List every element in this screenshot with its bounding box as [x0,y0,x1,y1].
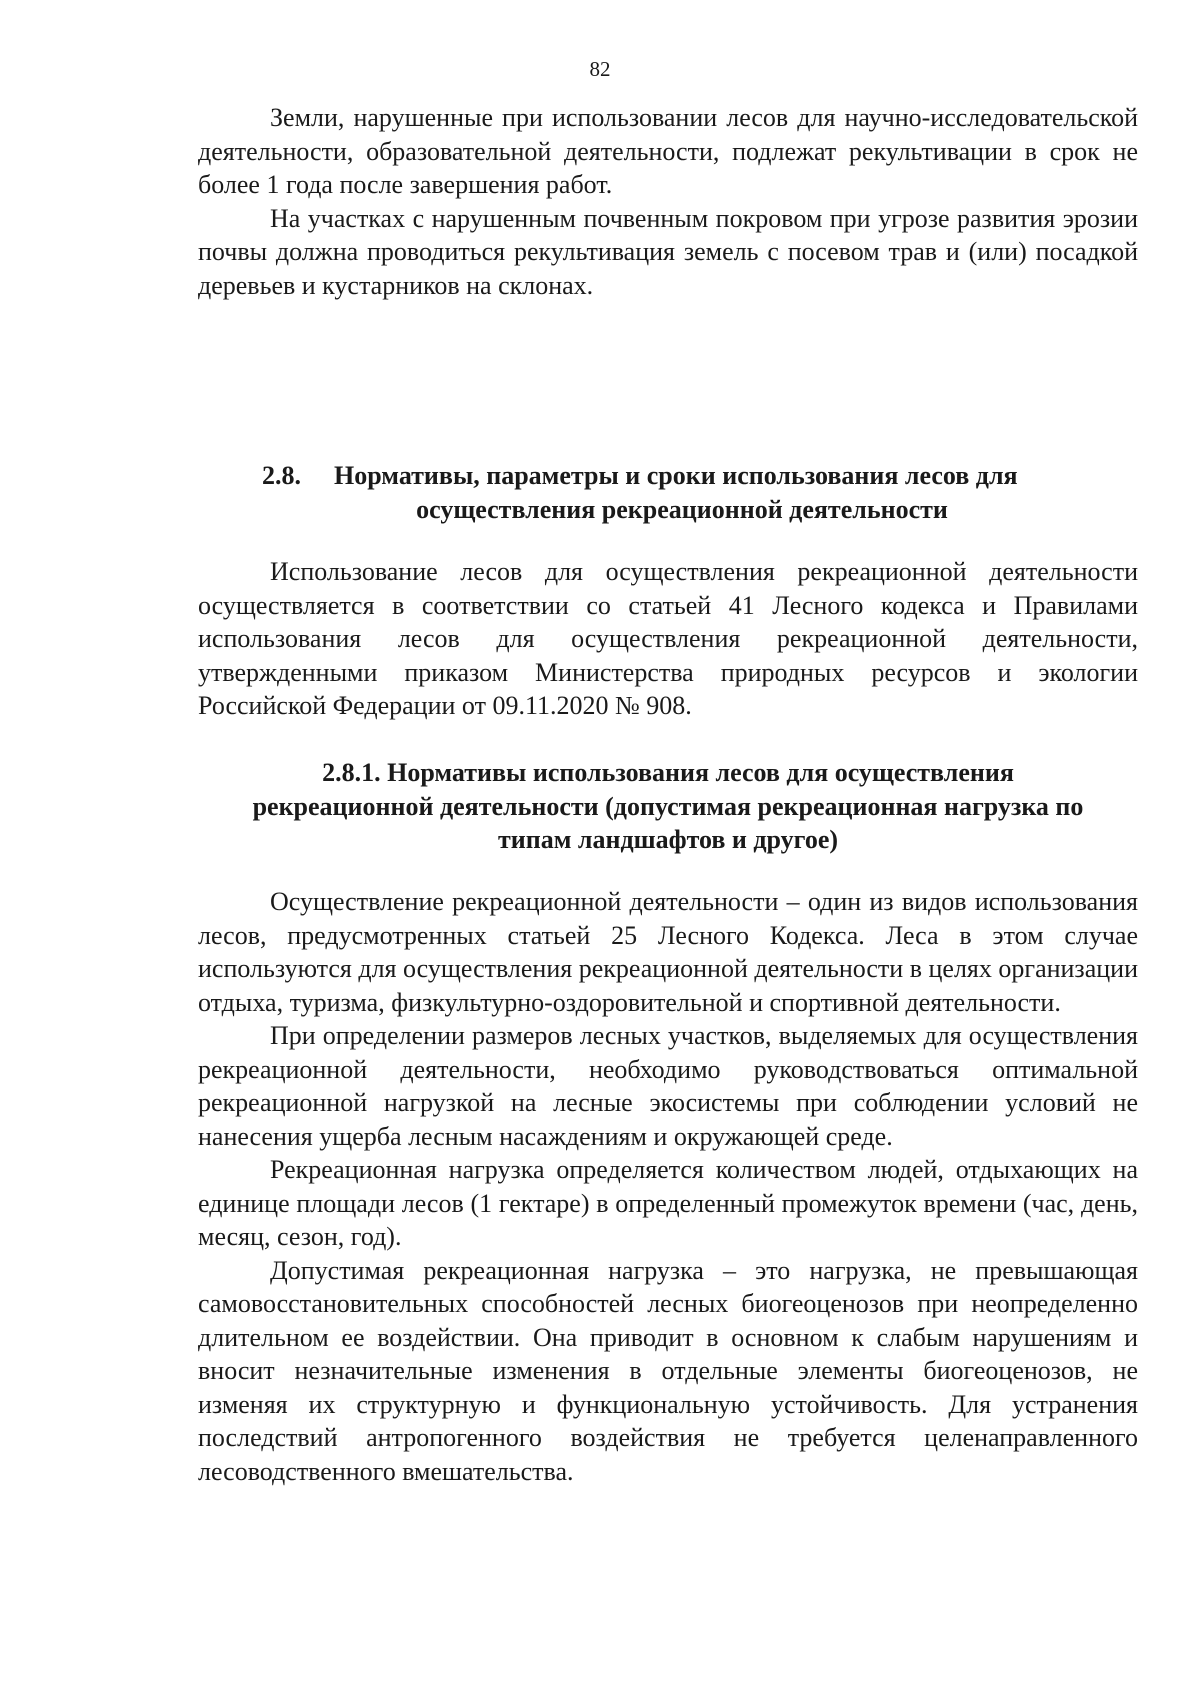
section-title-part1: Нормативы, параметры и сроки использования лесов для [334,461,1018,490]
section-heading-2-8-1 [198,756,1138,857]
section-heading-2-8-line1 [198,459,1138,493]
section-heading-2-8 [198,459,1138,526]
section-2-8-1-text-block [198,885,1138,1488]
section-number: 2.8. [262,461,301,490]
paragraph-recreational-load: Рекреационная нагрузка определяется количеством людей, отдыхающих на единице площади лесов (1 гектаре) в определенный промежуток времени (час, день, месяц, сезон, год). [198,1155,1138,1251]
paragraph-permissible-load: Допустимая рекреационная нагрузка – это нагрузка, не превышающая самовосстановительных способностей лесных биогеоценозов при неопределенно длительном ее воздействии. Она приводит в основном к слабым нарушениям и вносит незначительные изменения в отдельные элементы биогеоценозов, не изменяя их структурную и функциональную устойчивость. Для устранения последствий антропогенного воздействия не требуется целенаправленного лесоводственного вмешательства. [198,1255,1138,1486]
paragraph-recreation-definition: Осуществление рекреационной деятельности – один из видов использования лесов, предусмотренных статьей 25 Лесного Кодекса. Леса в этом случае используются для осуществления рекреационной деятельности в целях организации отдыха, туризма, физкультурно-оздоровительной и спортивной деятельности. [198,887,1138,1017]
subsection-title-line1: 2.8.1. Нормативы использования лесов для осуществления [322,758,1014,787]
section-title-part2: осуществления рекреационной деятельности [416,494,948,524]
section-2-8-text-block [198,555,1138,723]
subsection-title-line2: рекреационной деятельности (допустимая рекреационная нагрузка по [252,791,1084,821]
intro-text-block [198,101,1138,302]
paragraph-land-reclamation: Земли, нарушенные при использовании лесов для научно-исследовательской деятельности, образовательной деятельности, подлежат рекультивации в срок не более 1 года после завершения работ. [198,103,1138,199]
paragraph-recreation-usage: Использование лесов для осуществления рекреационной деятельности осуществляется в соответствии со статьей 41 Лесного кодекса и Правилами использования лесов для осуществления рекреационной деятельности, утвержденными приказом Министерства природных ресурсов и экологии Российской Федерации от 09.11.2020 № 908. [198,557,1138,720]
page-number: 82 [589,57,611,81]
paragraph-erosion: На участках с нарушенным почвенным покровом при угрозе развития эрозии почвы должна проводиться рекультивация земель с посевом трав и (или) посадкой деревьев и кустарников на склонах. [198,203,1138,300]
paragraph-plot-size: При определении размеров лесных участков, выделяемых для осуществления рекреационной деятельности, необходимо руководствоваться оптимальной рекреационной нагрузкой на лесные экосистемы при соблюдении условий не нанесения ущерба лесным насаждениям и окружающей среде. [198,1021,1138,1151]
subsection-title-line3: типам ландшафтов и другое) [497,825,839,854]
